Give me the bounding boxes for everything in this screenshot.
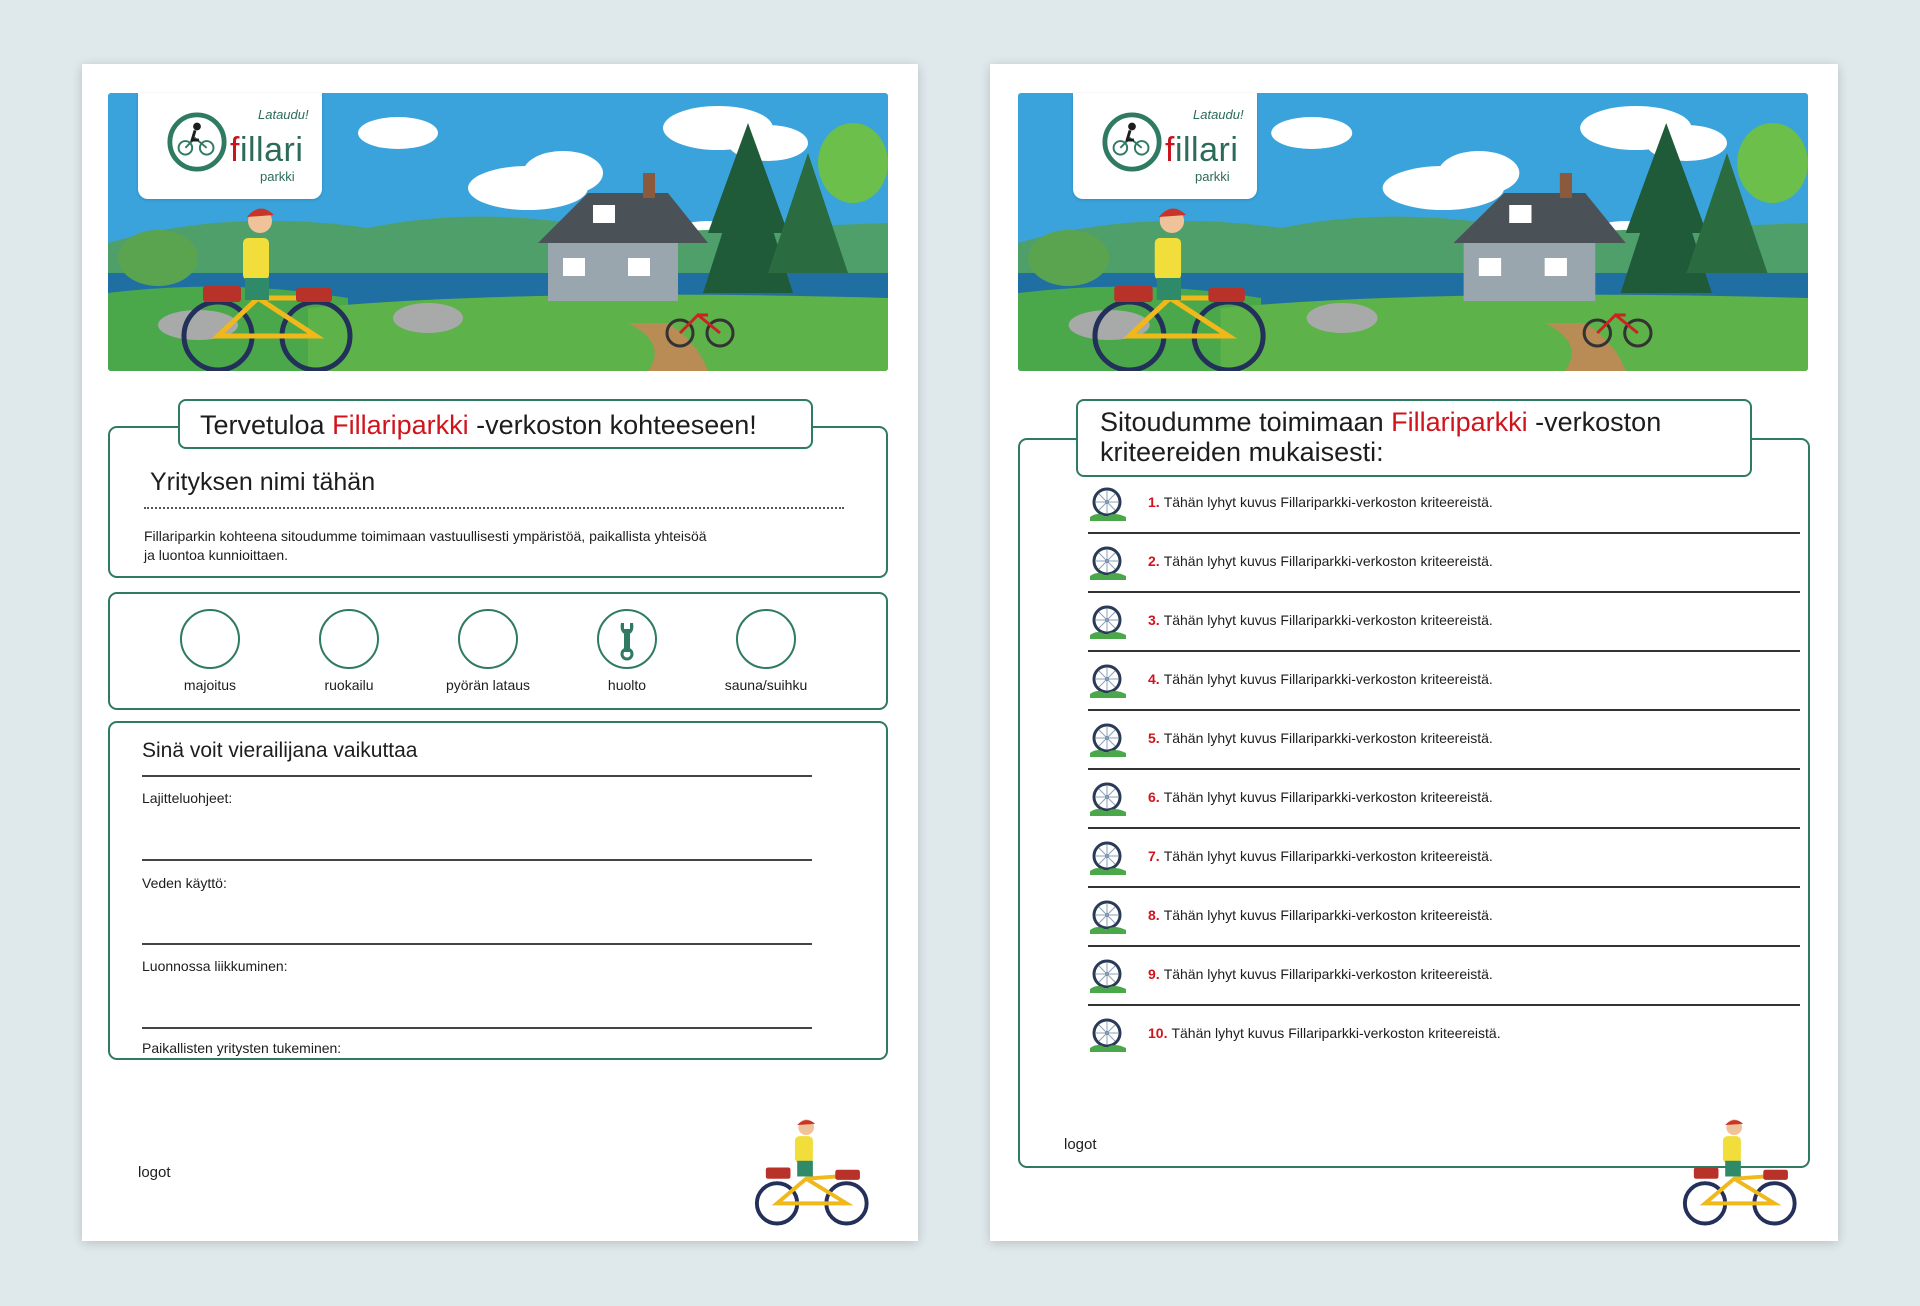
bike-wheel-logo-icon bbox=[166, 111, 228, 173]
visitor-heading: Sinä voit vierailijana vaikuttaa bbox=[142, 739, 418, 762]
heading-underline bbox=[142, 775, 812, 777]
service-pyoran-lataus: pyörän lataus bbox=[423, 609, 553, 693]
bike-wheel-logo-icon bbox=[1101, 111, 1163, 173]
field-line-lajitteluohjeet[interactable] bbox=[142, 859, 812, 861]
field-label-luonnossa-liikkuminen: Luonnossa liikkuminen: bbox=[142, 958, 288, 974]
field-label-paikallisten-yritysten: Paikallisten yritysten tukeminen: bbox=[142, 1040, 342, 1056]
criteria-row: 6. Tähän lyhyt kuvus Fillariparkki-verkoston kriteereistä. bbox=[1088, 770, 1800, 829]
logo-wordmark: fillari bbox=[1165, 131, 1239, 169]
wheel-icon bbox=[1088, 723, 1128, 757]
services-box bbox=[108, 592, 888, 710]
cyclist-illustration bbox=[1680, 1116, 1804, 1228]
page-title: Tervetuloa Fillariparkki -verkoston kohteeseen! bbox=[178, 399, 813, 449]
left-page bbox=[82, 64, 918, 1241]
criteria-row: 3. Tähän lyhyt kuvus Fillariparkki-verkoston kriteereistä. bbox=[1088, 593, 1800, 652]
wheel-icon bbox=[1088, 487, 1128, 521]
visitor-box bbox=[108, 721, 888, 1060]
wheel-icon bbox=[1088, 605, 1128, 639]
wrench-icon bbox=[597, 609, 657, 669]
criteria-row: 1. Tähän lyhyt kuvus Fillariparkki-verkoston kriteereistä. bbox=[1088, 475, 1800, 534]
page-title: Sitoudumme toimimaan Fillariparkki -verkoston kriteereiden mukaisesti: bbox=[1076, 399, 1752, 477]
right-page bbox=[990, 64, 1838, 1241]
field-line-luonnossa-liikkuminen[interactable] bbox=[142, 1027, 812, 1029]
majoitus-icon bbox=[180, 609, 240, 669]
logo-wordmark: fillari bbox=[230, 131, 304, 169]
wheel-icon bbox=[1088, 664, 1128, 698]
service-huolto: huolto bbox=[562, 609, 692, 693]
criteria-box bbox=[1018, 438, 1810, 1168]
sauna-suihku-icon bbox=[736, 609, 796, 669]
pyoran-lataus-icon bbox=[458, 609, 518, 669]
service-sauna-suihku: sauna/suihku bbox=[701, 609, 831, 693]
wheel-icon bbox=[1088, 841, 1128, 875]
field-line-veden-kaytto[interactable] bbox=[142, 943, 812, 945]
wheel-icon bbox=[1088, 782, 1128, 816]
brand-logo bbox=[138, 93, 322, 199]
criteria-row: 2. Tähän lyhyt kuvus Fillariparkki-verkoston kriteereistä. bbox=[1088, 534, 1800, 593]
field-label-lajitteluohjeet: Lajitteluohjeet: bbox=[142, 790, 233, 806]
wheel-icon bbox=[1088, 1018, 1128, 1052]
logo-tagline: Lataudu! bbox=[258, 107, 309, 122]
criteria-row: 5. Tähän lyhyt kuvus Fillariparkki-verkoston kriteereistä. bbox=[1088, 711, 1800, 770]
wheel-icon bbox=[1088, 959, 1128, 993]
wheel-icon bbox=[1088, 900, 1128, 934]
title-brand: Fillariparkki bbox=[1391, 407, 1528, 437]
intro-text: Fillariparkin kohteena sitoudumme toimimaan vastuullisesti ympäristöä, paikallista yhteisöä ja luontoa kunnioittaen. bbox=[144, 528, 707, 563]
criteria-row: 9. Tähän lyhyt kuvus Fillariparkki-verkoston kriteereistä. bbox=[1088, 947, 1800, 1006]
company-name-underline bbox=[144, 507, 844, 509]
logo-subtitle: parkki bbox=[1195, 169, 1230, 184]
criteria-row: 7. Tähän lyhyt kuvus Fillariparkki-verkoston kriteereistä. bbox=[1088, 829, 1800, 888]
footer-logos: logot bbox=[138, 1164, 171, 1181]
footer-logos: logot bbox=[1064, 1136, 1097, 1153]
wheel-icon bbox=[1088, 546, 1128, 580]
ruokailu-icon bbox=[319, 609, 379, 669]
service-ruokailu: ruokailu bbox=[284, 609, 414, 693]
title-brand: Fillariparkki bbox=[332, 410, 469, 440]
criteria-row: 4. Tähän lyhyt kuvus Fillariparkki-verkoston kriteereistä. bbox=[1088, 652, 1800, 711]
brand-logo bbox=[1073, 93, 1257, 199]
criteria-row: 8. Tähän lyhyt kuvus Fillariparkki-verkoston kriteereistä. bbox=[1088, 888, 1800, 947]
criteria-row: 10. Tähän lyhyt kuvus Fillariparkki-verkoston kriteereistä. bbox=[1088, 1006, 1800, 1063]
logo-tagline: Lataudu! bbox=[1193, 107, 1244, 122]
cyclist-illustration bbox=[752, 1116, 876, 1228]
logo-subtitle: parkki bbox=[260, 169, 295, 184]
service-majoitus: majoitus bbox=[145, 609, 275, 693]
company-name-placeholder[interactable]: Yrityksen nimi tähän bbox=[150, 468, 376, 496]
field-label-veden-kaytto: Veden käyttö: bbox=[142, 875, 227, 891]
